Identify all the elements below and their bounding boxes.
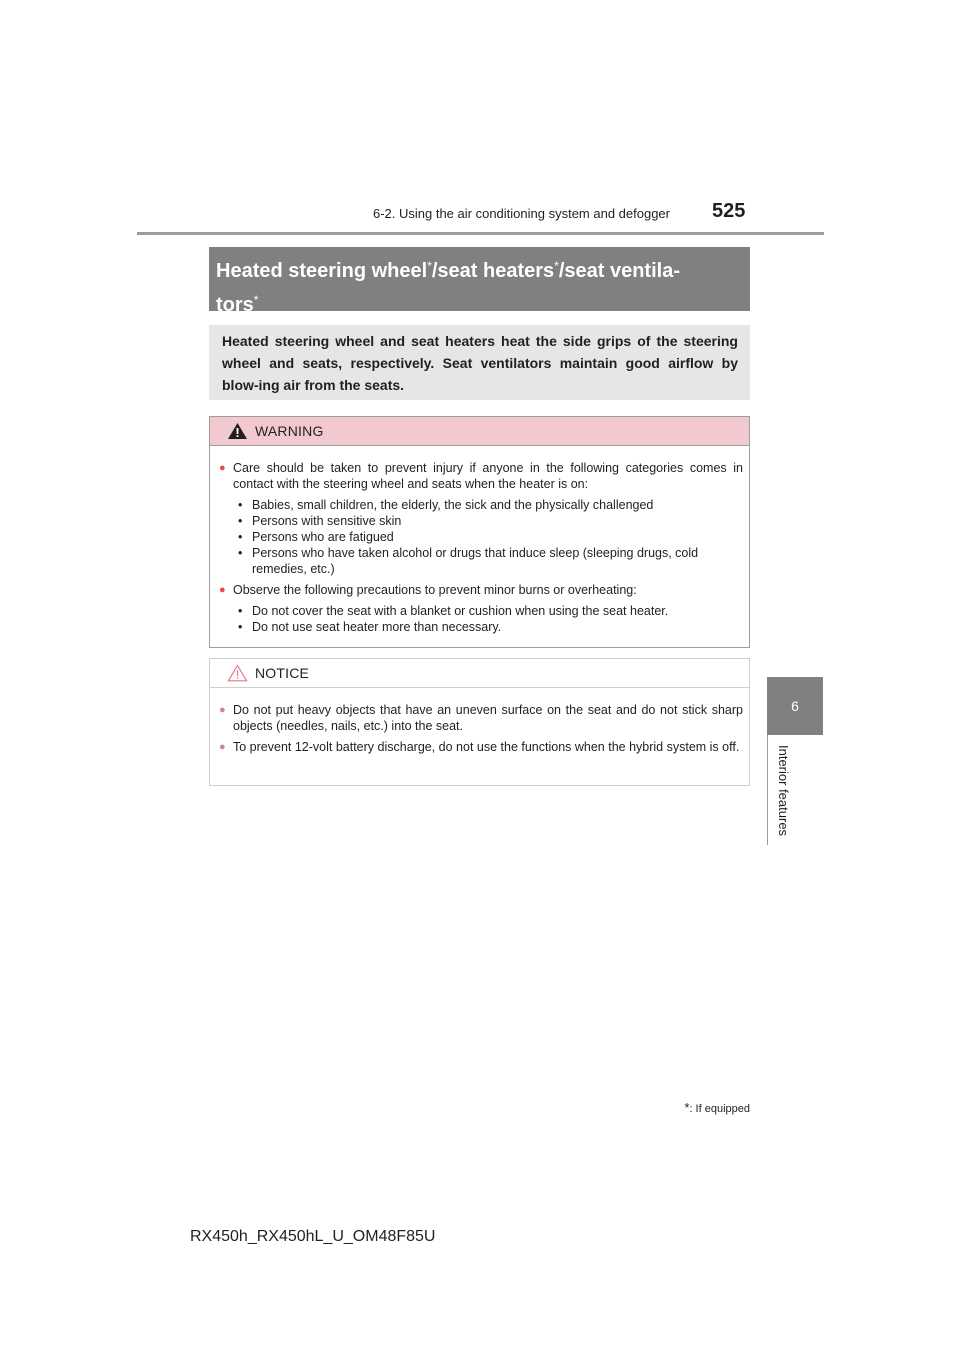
- warning-sub-text: Persons with sensitive skin: [252, 514, 402, 528]
- header-rule: [137, 232, 824, 235]
- warning-item-text: Care should be taken to prevent injury if anyone in the following categories comes in contact with the steering wheel and seats when the heater is on:: [233, 461, 743, 491]
- bullet-icon: ●: [219, 741, 226, 753]
- footnote-star: *: [684, 1100, 690, 1115]
- notice-item-text: Do not put heavy objects that have an uneven surface on the seat and do not stick sharp objects (needles, nails, etc.) into the seat.: [233, 703, 743, 733]
- warning-triangle-icon: [227, 422, 248, 440]
- notice-triangle-icon: [227, 664, 248, 682]
- notice-box: [209, 658, 750, 786]
- if-equipped-star: *: [253, 293, 259, 307]
- sub-bullet-icon: •: [238, 620, 243, 634]
- warning-sub-text: Persons who are fatigued: [252, 530, 394, 544]
- warning-sub-item: [238, 619, 743, 635]
- warning-sub-text: Babies, small children, the elderly, the sick and the physically challenged: [252, 498, 654, 512]
- footnote-text: : If equipped: [689, 1103, 750, 1115]
- page-number: 525: [712, 200, 746, 222]
- sub-bullet-icon: •: [238, 604, 243, 618]
- chapter-tab: 6: [767, 677, 823, 735]
- notice-label: NOTICE: [255, 665, 310, 681]
- notice-item-text: To prevent 12-volt battery discharge, do not use the functions when the hybrid system is off.: [233, 740, 740, 754]
- chapter-tab-title: Interior features: [776, 745, 791, 837]
- warning-sub-text: Do not cover the seat with a blanket or cushion when using the seat heater.: [252, 604, 669, 618]
- warning-sub-item: [238, 545, 743, 577]
- warning-label: WARNING: [255, 423, 324, 439]
- title-part: Heated steering wheel: [216, 260, 428, 282]
- notice-header: [210, 659, 749, 688]
- warning-item: [219, 460, 743, 492]
- bullet-icon: ●: [219, 704, 226, 716]
- footnote: [600, 1100, 750, 1115]
- sub-bullet-icon: •: [238, 498, 243, 512]
- if-equipped-star: *: [554, 259, 559, 273]
- title-part: tors: [216, 294, 254, 316]
- title-part: /seat heaters: [431, 260, 555, 282]
- warning-sub-list: [219, 497, 743, 577]
- running-header: 6-2. Using the air conditioning system and defogger: [372, 206, 670, 221]
- bullet-icon: ●: [219, 462, 226, 474]
- notice-item: [219, 739, 743, 755]
- warning-box: [209, 416, 750, 648]
- notice-item: [219, 702, 743, 734]
- section-title: [209, 247, 750, 316]
- warning-sub-list: [219, 603, 743, 635]
- warning-sub-item: [238, 497, 743, 513]
- warning-header: [210, 417, 749, 446]
- if-equipped-star: *: [427, 259, 432, 273]
- warning-body: [210, 446, 749, 635]
- sub-bullet-icon: •: [238, 546, 243, 560]
- title-part: /seat ventila-: [558, 260, 680, 282]
- warning-sub-item: [238, 513, 743, 529]
- bullet-icon: ●: [219, 584, 226, 596]
- warning-item-text: Observe the following precautions to prevent minor burns or overheating:: [233, 583, 637, 597]
- warning-item: [219, 582, 743, 598]
- document-code: RX450h_RX450hL_U_OM48F85U: [190, 1228, 436, 1245]
- notice-body: [210, 688, 749, 755]
- warning-sub-item: [238, 603, 743, 619]
- warning-sub-item: [238, 529, 743, 545]
- sub-bullet-icon: •: [238, 530, 243, 544]
- chapter-tab-rule: [767, 735, 768, 845]
- warning-sub-text: Persons who have taken alcohol or drugs that induce sleep (sleeping drugs, cold remedies, etc.): [252, 546, 699, 576]
- intro-box: Heated steering wheel and seat heaters heat the side grips of the steering wheel and seats, respectively. Seat ventilators maintain good airflow by blow-ing air from the seats.: [209, 325, 750, 400]
- warning-sub-text: Do not use seat heater more than necessary.: [252, 620, 502, 634]
- sub-bullet-icon: •: [238, 514, 243, 528]
